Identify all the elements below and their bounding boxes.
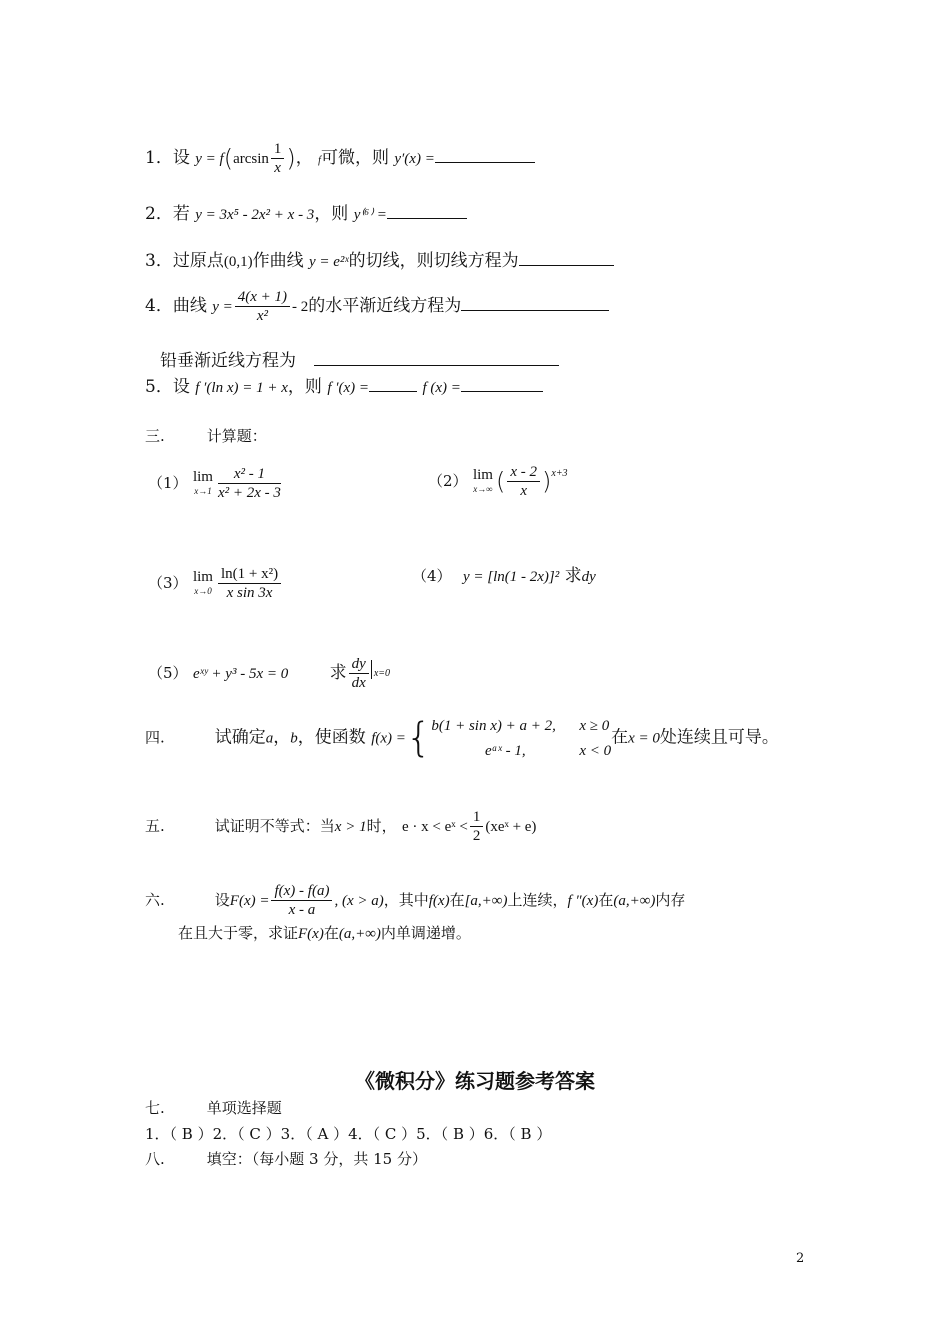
calc-p1 xyxy=(148,465,283,502)
q4-number: 4． xyxy=(145,296,173,316)
q2-text-b: ，则 xyxy=(314,204,349,224)
s7-number: 七. xyxy=(145,1099,165,1117)
q3-blank[interactable] xyxy=(519,251,614,266)
q4-blank-horizontal[interactable] xyxy=(461,296,609,311)
p1-fraction: $\frac{\text{x² - 1}}{\text{x² + 2x - 3}}$ xyxy=(217,466,281,501)
q3-text-a: 过原点 xyxy=(172,251,224,271)
calc-heading-number: 三. xyxy=(145,427,165,445)
p1-label: （1） xyxy=(148,474,188,492)
p5-fraction: $\frac{dy}{dx}$ xyxy=(349,655,369,692)
sec4-point: x = 0 xyxy=(628,730,660,747)
sec4-text-b: ，使函数 xyxy=(297,727,366,748)
fill-q4 xyxy=(145,288,609,325)
q4-blank-vertical[interactable] xyxy=(314,351,559,366)
q1-number: 1． xyxy=(145,148,173,168)
q4-tail: - 2 xyxy=(292,299,309,315)
sec4-param-a: a xyxy=(265,730,274,747)
answers-mc: 1．（ B ）2．（ C ）3．（ A ）4．（ C ）5．（ B ）6．（ B ） xyxy=(145,1125,552,1143)
q5-number: 5． xyxy=(145,377,173,397)
calc-p4 xyxy=(412,565,596,588)
section-6-line2: 在且大于零，求证F(x)在(a,+∞)内单调递增。 xyxy=(178,924,471,942)
p5-at: x=0 xyxy=(371,660,390,679)
sec5-half: $\frac{1}{2}$ xyxy=(470,808,484,845)
q4-fraction: $\frac{4(x + 1)}{\text{x²}}$ xyxy=(235,288,290,325)
p3-label: （3） xyxy=(148,574,188,592)
section-6: 六. 设F(x) = $\frac{f(x) - f(a)}{x - a}$ , (x > a)，其中f(x)在[a,+∞)上连续，f ″(x)在(a,+∞)内存 xyxy=(145,883,686,918)
p1-limit: lim x→1 xyxy=(192,468,213,496)
p2-limit: lim x→∞ xyxy=(472,466,493,494)
p4-ask: 求 xyxy=(564,566,582,586)
q4-lhs: y = xyxy=(212,299,233,315)
p4-label: （4） xyxy=(412,567,452,585)
q5-blank-1[interactable] xyxy=(369,377,417,392)
answers-s7 xyxy=(145,1097,282,1119)
q1-arg: arcsin xyxy=(233,151,269,167)
p2-label: （2） xyxy=(428,472,468,490)
section-5 xyxy=(145,808,536,845)
sec6-condition: , (x > a) xyxy=(334,893,384,909)
sec5-inequality: e · x < eˣ < xyxy=(402,819,468,835)
q1-text-b: ， xyxy=(295,148,313,168)
p5-ask: 求 xyxy=(329,663,347,683)
sec5-condition: x > 1 xyxy=(334,819,367,835)
q1-eq: y = f xyxy=(195,151,224,167)
q2-text-a: 若 xyxy=(172,204,190,224)
sec5-number: 五. xyxy=(145,817,165,835)
page-number: 2 xyxy=(796,1251,805,1266)
q3-text-c: 的切线，则切线方程为 xyxy=(348,251,519,271)
fill-q5 xyxy=(145,376,543,399)
sec5-tail: (xeˣ + e) xyxy=(485,819,537,835)
sec4-param-b: b xyxy=(290,730,298,747)
q3-curve: y = e²ˣ xyxy=(308,254,349,270)
sec4-text-c: 在 xyxy=(611,727,629,748)
q1-text-a: 设 xyxy=(172,148,190,168)
q1-blank[interactable] xyxy=(435,148,535,163)
fill-q3 xyxy=(145,250,614,273)
q2-expr: y = 3x⁵ - 2x² + x - 3 xyxy=(195,207,315,223)
q4-text-a: 曲线 xyxy=(172,296,207,316)
p5-label: （5） xyxy=(148,664,188,682)
sec4-text-a: 试确定 xyxy=(214,727,266,748)
q5-result-2: f (x) = xyxy=(422,380,461,396)
sec5-text-a: 试证明不等式：当 xyxy=(214,817,335,835)
calc-p3 xyxy=(148,565,283,602)
p2-exponent: x+3 xyxy=(551,468,568,479)
answers-title: 《微积分》练习题参考答案 xyxy=(355,1069,595,1093)
sec6-text-a: 设 xyxy=(214,891,230,909)
p2-fraction: $\frac{x - 2}{x}$ xyxy=(507,463,540,500)
fill-q2 xyxy=(145,203,467,226)
q5-text-a: 设 xyxy=(172,377,190,397)
s7-text: 单项选择题 xyxy=(206,1099,282,1117)
fill-q4-vertical xyxy=(160,350,559,372)
fill-q1: 1．设 y = f(arcsin $\frac{1}{x}$ )， f可微，则 y′(x) = xyxy=(145,140,535,177)
q4-text-b: 的水平渐近线方程为 xyxy=(308,296,462,316)
q3-point: (0,1) xyxy=(223,254,253,270)
p3-fraction: $\frac{\text{ln(1 + x²)}}{\text{x sin 3x}}$ xyxy=(218,565,281,602)
q1-fraction: $\frac{1}{x}$ xyxy=(271,140,285,177)
sec5-text-b: 时， xyxy=(366,817,397,835)
p4-dy: dy xyxy=(581,569,596,585)
calc-p2: （2） lim x→∞ ( $\frac{x - 2}{x}$ )$^{x+3}$ xyxy=(428,464,568,499)
q3-text-b: 作曲线 xyxy=(252,251,304,271)
p4-expr: y = [ln(1 - 2x)]² xyxy=(462,569,560,585)
q4-text-c: 铅垂渐近线方程为 xyxy=(160,351,296,371)
q1-result: y′(x) = xyxy=(394,151,435,167)
calc-heading-text: 计算题： xyxy=(206,427,267,445)
q5-condition: f ′(ln x) = 1 + x xyxy=(195,380,288,396)
s8-number: 八. xyxy=(145,1150,165,1168)
sec6-number: 六. xyxy=(145,891,165,909)
q1-text-c: 可微，则 xyxy=(320,148,389,168)
p5-expr: eˣʸ + y³ - 5x = 0 xyxy=(192,666,289,682)
q1-f: f xyxy=(318,155,321,166)
q3-number: 3． xyxy=(145,251,173,271)
q5-text-b: ，则 xyxy=(287,377,322,397)
sec4-function: f(x) = xyxy=(371,730,406,747)
q2-blank[interactable] xyxy=(387,204,467,219)
sec4-text-d: 处连续且可导。 xyxy=(659,727,779,748)
q5-result-1: f ′(x) = xyxy=(327,380,370,396)
q2-result: y⁽⁶⁾ = xyxy=(353,207,387,223)
sec4-cases: b(1 + sin x) + a + 2, x ≥ 0 eᵃˣ - 1, x < 0 xyxy=(431,718,612,759)
section-4: 四. 试确定a，b，使函数 f(x) ={ b(1 + sin x) + a + 2, x ≥ 0 eᵃˣ - 1, x < 0 在x = 0处连续且可导。 xyxy=(145,715,779,761)
s8-text: 填空：（每小题 3 分，共 15 分） xyxy=(206,1150,427,1168)
sec6-fraction: $\frac{f(x) - f(a)}{x - a}$ xyxy=(271,882,332,919)
q2-number: 2． xyxy=(145,204,173,224)
answers-s8 xyxy=(145,1148,427,1170)
sec4-number: 四. xyxy=(145,728,165,747)
sec6-F: F(x) = xyxy=(229,893,270,909)
p3-limit: lim x→0 xyxy=(192,568,213,596)
calc-heading xyxy=(145,425,267,447)
calc-p5 xyxy=(148,655,390,692)
q5-blank-2[interactable] xyxy=(461,377,543,392)
